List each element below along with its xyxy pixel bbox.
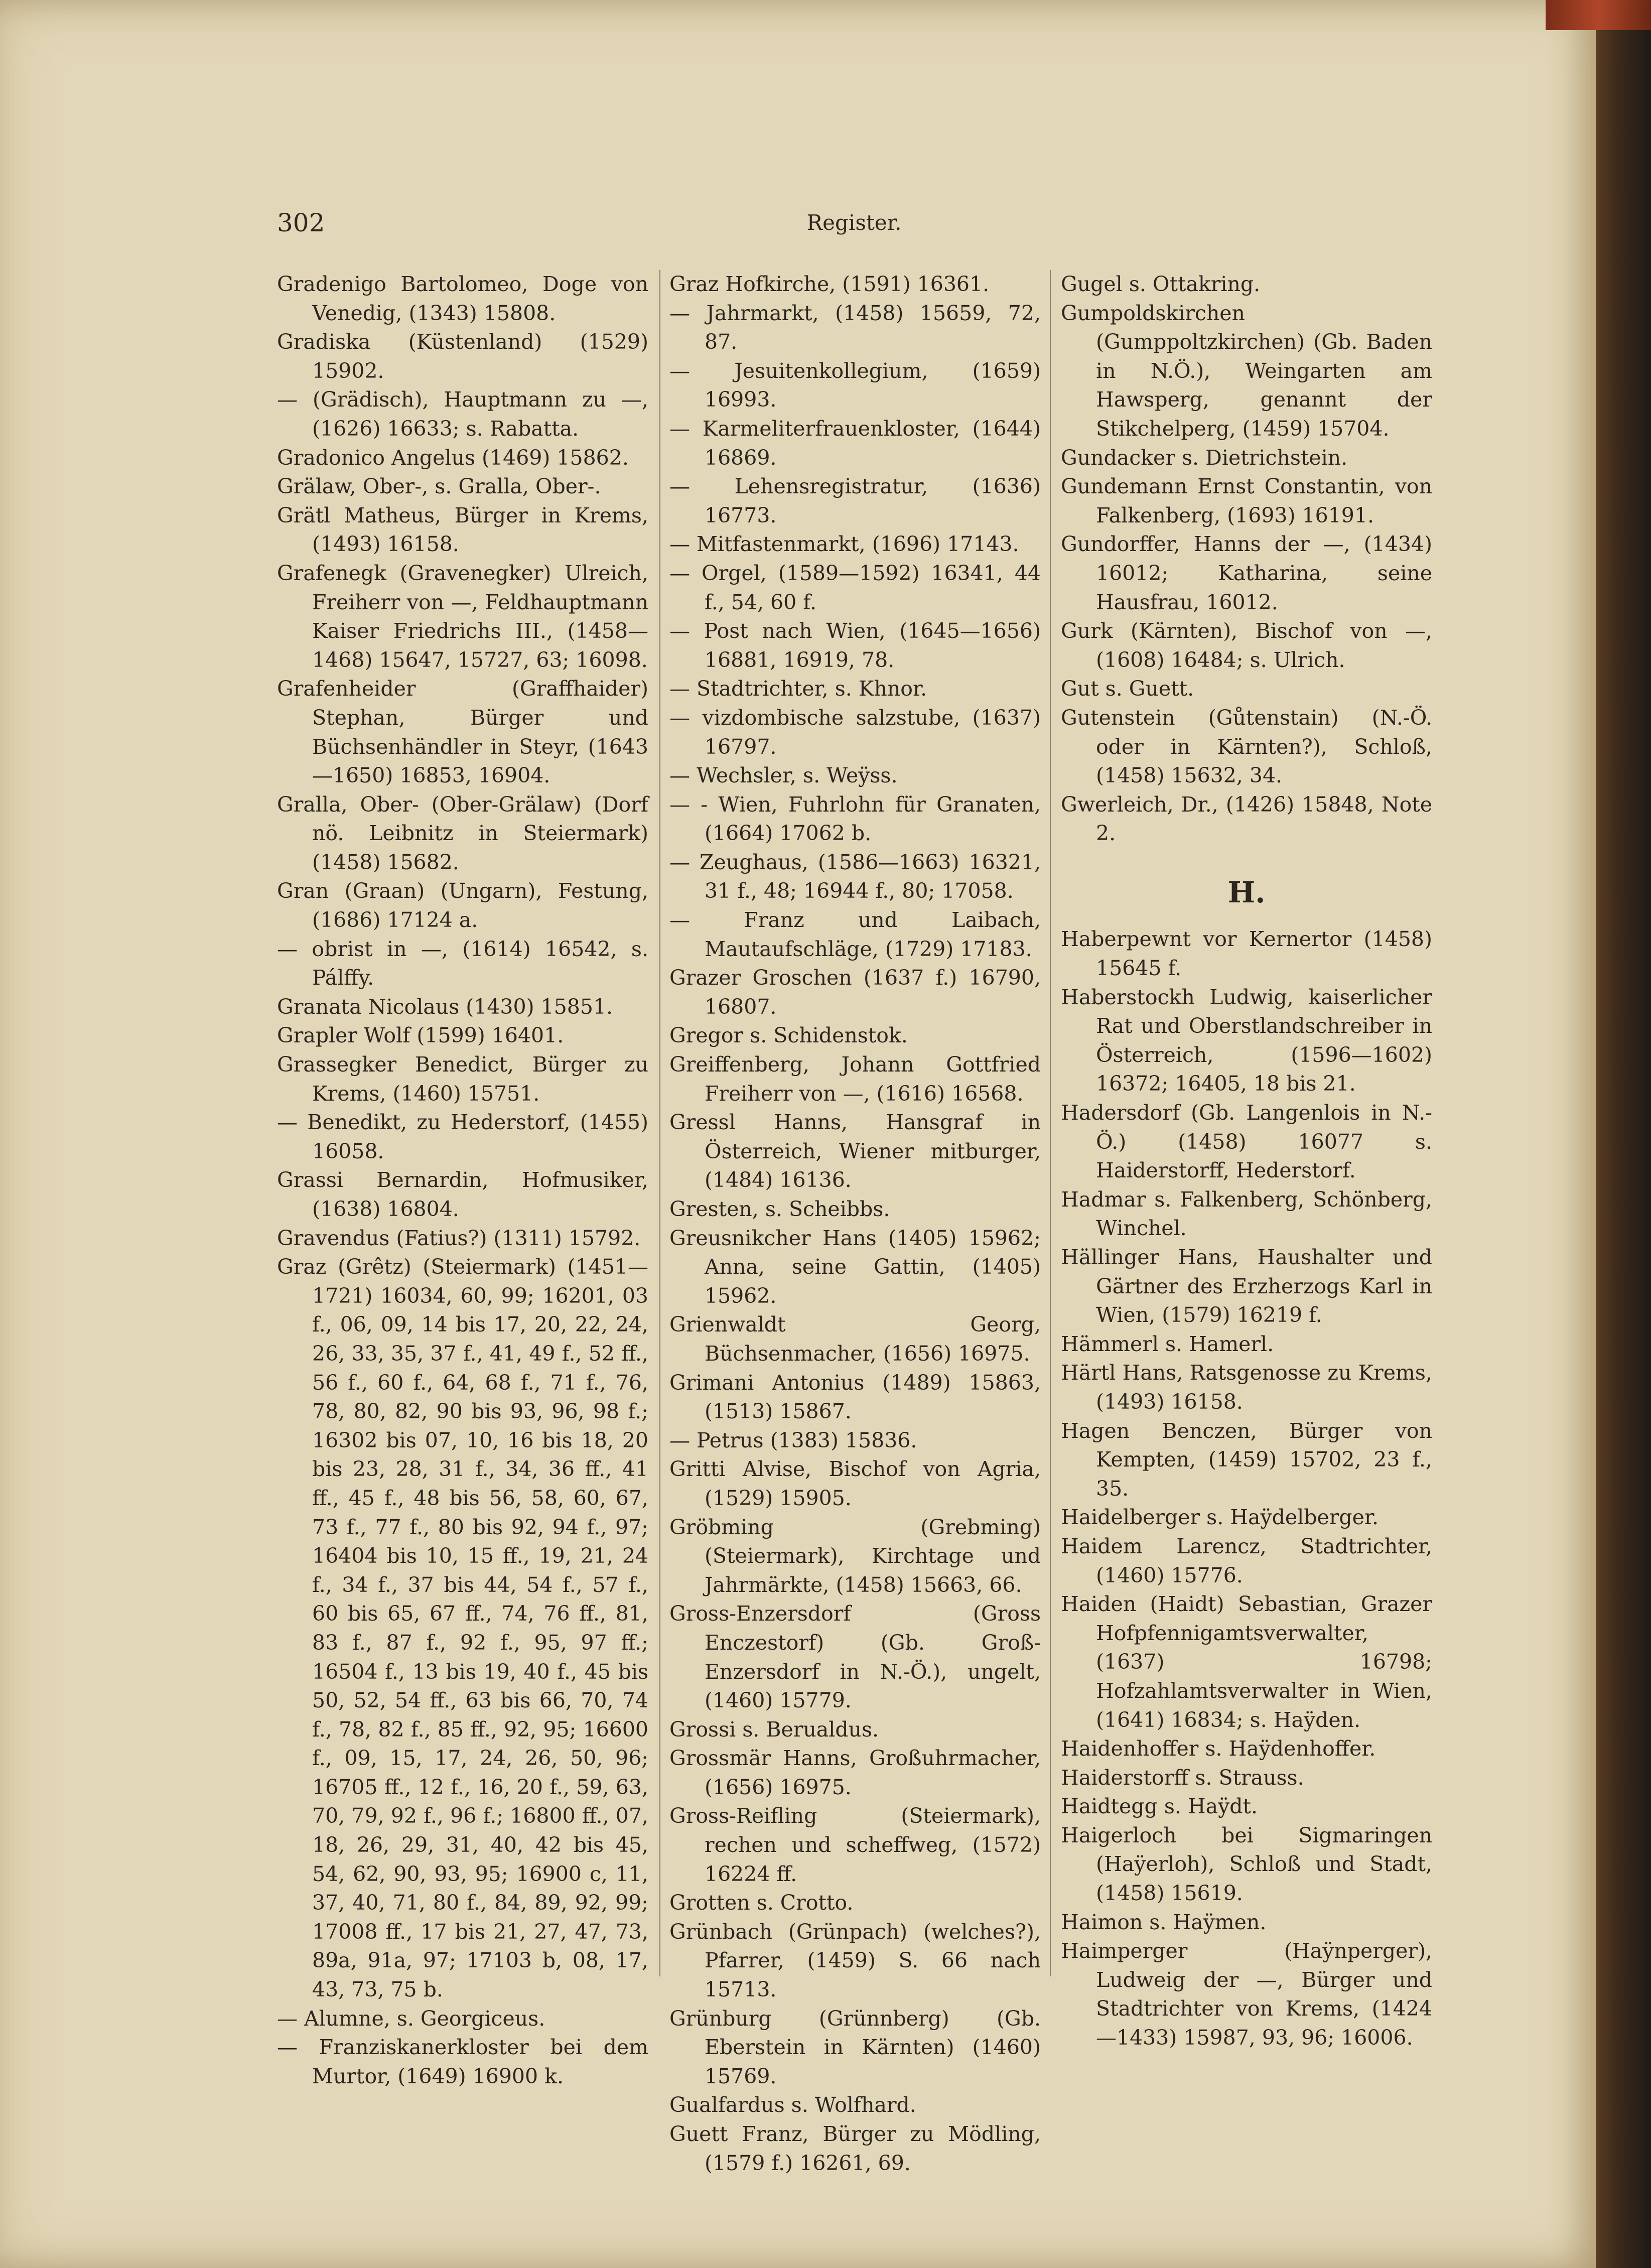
index-entry: Haberpewnt vor Kernertor (1458) 15645 f.	[1061, 927, 1432, 981]
index-entry: — Zeughaus, (1586—1663) 16321, 31 f., 48; 16944 f., 80; 17058.	[669, 850, 1041, 903]
index-entry: Hällinger Hans, Haushalter und Gärtner des Erzherzogs Karl in Wien, (1579) 16219 f.	[1061, 1245, 1432, 1327]
index-entry: — Lehensregistratur, (1636) 16773.	[669, 474, 1041, 527]
index-entry: Graz Hofkirche, (1591) 16361.	[669, 272, 990, 296]
index-entry: Gravendus (Fatius?) (1311) 15792.	[277, 1226, 641, 1250]
index-entry: Gundemann Ernst Constantin, von Falkenberg, (1693) 16191.	[1061, 474, 1432, 527]
index-entry: Grossi s. Berualdus.	[669, 1717, 879, 1742]
index-entry: Haigerloch bei Sigmaringen (Haÿerloh), Schloß und Stadt, (1458) 15619.	[1061, 1823, 1432, 1906]
index-entry: — Alumne, s. Georgiceus.	[277, 2006, 545, 2031]
index-entry: Gressl Hanns, Hansgraf in Österreich, Wiener mitburger, (1484) 16136.	[669, 1110, 1041, 1192]
index-entry: — - Wien, Fuhrlohn für Granaten, (1664) 17062 b.	[669, 792, 1041, 846]
index-entry: — Orgel, (1589—1592) 16341, 44 f., 54, 60 f.	[669, 561, 1041, 614]
book-edge	[1596, 0, 1651, 2268]
index-entry: Haidtegg s. Haÿdt.	[1061, 1794, 1258, 1819]
index-entry: Greiffenberg, Johann Gottfried Freiherr von —, (1616) 16568.	[669, 1052, 1041, 1106]
index-entry: Grimani Antonius (1489) 15863, (1513) 15867.	[669, 1370, 1041, 1424]
index-entry: Gresten, s. Scheibbs.	[669, 1197, 890, 1221]
index-entry: Gross-Enzersdorf (Gross Enczestorf) (Gb. Groß-Enzersdorf in N.-Ö.), ungelt, (1460) 15779.	[669, 1602, 1041, 1713]
index-entry: Greusnikcher Hans (1405) 15962; Anna, seine Gattin, (1405) 15962.	[669, 1226, 1041, 1308]
index-entry: Graz (Grêtz) (Steiermark) (1451—1721) 16034, 60, 99; 16201, 03 f., 06, 09, 14 bis 17, 20, 22, 24, 26, 33, 35, 37 f., 41, 49 f., 52 ff., 56 f., 60 f., 64, 68 f., 71 f., 76, 78, 80, 82, 90 bis 93, 96, 98 f.; 16302 bis 07, 10, 16 bis 18, 20 bis 23, 28, 31 f., 34, 36 ff., 41 ff., 45 f., 48 bis 56, 58, 60, 67, 73 f., 77 f., 80 bis 92, 94 f., 97; 16404 bis 10, 15 ff., 19, 21, 24 f., 34 f., 37 bis 44, 54 f., 57 f., 60 bis 65, 67 ff., 74, 76 ff., 81, 83 f., 87 f., 92 f., 95, 97 ff.; 16504 f., 13 bis 19, 40 f., 45 bis 50, 52, 54 ff., 63 bis 66, 70, 74 f., 78, 82 f., 85 ff., 92, 95; 16600 f., 09, 15, 17, 24, 26, 50, 96; 16705 ff., 12 f., 16, 20 f., 59, 63, 70, 79, 92 f., 96 f.; 16800 ff., 07, 18, 26, 29, 31, 40, 42 bis 45, 54, 62, 90, 93, 95; 16900 c, 11, 37, 40, 71, 80 f., 84, 89, 92, 99; 17008 ff., 17 bis 21, 27, 47, 73, 89a, 91a, 97; 17103 b, 08, 17, 43, 73, 75 b.	[277, 1255, 648, 2002]
index-entry: — Stadtrichter, s. Khnor.	[669, 677, 927, 701]
column-divider	[659, 270, 660, 1976]
index-entry: — (Grädisch), Hauptmann zu —, (1626) 16633; s. Rabatta.	[277, 387, 648, 441]
index-entry: Grapler Wolf (1599) 16401.	[277, 1023, 564, 1048]
index-entry: Gundorffer, Hanns der —, (1434) 16012; Katharina, seine Hausfrau, 16012.	[1061, 532, 1432, 614]
index-entry: Grotten s. Crotto.	[669, 1891, 854, 1915]
index-entry: — Post nach Wien, (1645—1656) 16881, 16919, 78.	[669, 619, 1041, 672]
index-entry: Gutenstein (Gůtenstain) (N.-Ö. oder in Kärnten?), Schloß, (1458) 15632, 34.	[1061, 705, 1432, 788]
index-entry: — Wechsler, s. Weÿss.	[669, 763, 898, 788]
index-entry: Haidenhoffer s. Haÿdenhoffer.	[1061, 1737, 1376, 1761]
index-entry: — Jesuitenkollegium, (1659) 16993.	[669, 358, 1041, 412]
index-entry: — vizdombische salzstube, (1637) 16797.	[669, 705, 1041, 759]
index-entry: Grienwaldt Georg, Büchsenmacher, (1656) 16975.	[669, 1312, 1041, 1366]
column-divider	[1050, 270, 1051, 1976]
index-entry: Grafenheider (Graffhaider) Stephan, Bürger und Büchsenhändler in Steyr, (1643—1650) 16853, 16904.	[277, 677, 648, 788]
index-entry: — Petrus (1383) 15836.	[669, 1428, 917, 1452]
index-entry: Guett Franz, Bürger zu Mödling, (1579 f.) 16261, 69.	[669, 2122, 1041, 2175]
section-letter-heading: H.	[1227, 875, 1266, 909]
index-entry: Gurk (Kärnten), Bischof von —, (1608) 16484; s. Ulrich.	[1061, 619, 1432, 672]
index-entry: Gran (Graan) (Ungarn), Festung, (1686) 17124 a.	[277, 879, 648, 932]
index-entry: Hadersdorf (Gb. Langenlois in N.-Ö.) (1458) 16077 s. Haiderstorff, Hederstorf.	[1061, 1101, 1432, 1183]
index-entry: Hagen Benczen, Bürger von Kempten, (1459) 15702, 23 f., 35.	[1061, 1418, 1432, 1501]
index-entry: Grätl Matheus, Bürger in Krems, (1493) 16158.	[277, 503, 648, 557]
index-entry: Gralla, Ober- (Ober-Grälaw) (Dorf nö. Leibnitz in Steiermark) (1458) 15682.	[277, 792, 648, 874]
index-entry: Gröbming (Grebming) (Steiermark), Kirchtage und Jahrmärkte, (1458) 15663, 66.	[669, 1515, 1041, 1597]
index-entry: Hämmerl s. Hamerl.	[1061, 1331, 1274, 1356]
index-entry: — Karmeliterfrauenkloster, (1644) 16869.	[669, 416, 1041, 470]
index-entry: Granata Nicolaus (1430) 15851.	[277, 994, 613, 1019]
index-entry: — Benedikt, zu Hederstorf, (1455) 16058.	[277, 1110, 648, 1163]
index-entry: Haidem Larencz, Stadtrichter, (1460) 15776.	[1061, 1534, 1432, 1587]
index-entry: Haidelberger s. Haÿdelberger.	[1061, 1505, 1379, 1530]
index-entry: Gregor s. Schidenstok.	[669, 1023, 908, 1048]
index-column-right	[1061, 270, 1432, 2053]
index-entry: Grazer Groschen (1637 f.) 16790, 16807.	[669, 966, 1041, 1019]
index-entry: Gross-Reifling (Steiermark), rechen und scheffweg, (1572) 16224 ff.	[669, 1804, 1041, 1886]
index-entry: Haberstockh Ludwig, kaiserlicher Rat und Oberstlandschreiber in Österreich, (1596—1602) 16372; 16405, 18 bis 21.	[1061, 985, 1432, 1096]
index-entry: Gualfardus s. Wolfhard.	[669, 2093, 916, 2117]
index-entry: Haimperger (Haÿnperger), Ludweig der —, Bürger und Stadtrichter von Krems, (1424—1433) 15987, 93, 96; 16006.	[1061, 1939, 1432, 2050]
index-entry: Gwerleich, Dr., (1426) 15848, Note 2.	[1061, 792, 1432, 846]
index-entry: Haimon s. Haÿmen.	[1061, 1910, 1267, 1934]
running-head: Register.	[806, 210, 902, 235]
index-entry: Härtl Hans, Ratsgenosse zu Krems, (1493) 16158.	[1061, 1361, 1432, 1414]
page-number: 302	[277, 208, 325, 237]
index-entry: Gugel s. Ottakring.	[1061, 272, 1261, 296]
index-entry: Gritti Alvise, Bischof von Agria, (1529) 15905.	[669, 1457, 1041, 1510]
index-entry: — Mitfastenmarkt, (1696) 17143.	[669, 532, 1019, 557]
index-entry: Gut s. Guett.	[1061, 677, 1194, 701]
index-entry: — Franziskanerkloster bei dem Murtor, (1649) 16900 k.	[277, 2035, 648, 2088]
index-entry: Grünburg (Grünnberg) (Gb. Eberstein in Kärnten) (1460) 15769.	[669, 2006, 1041, 2088]
index-entry: Gradonico Angelus (1469) 15862.	[277, 445, 629, 470]
index-entry: Grünbach (Grünpach) (welches?), Pfarrer, (1459) S. 66 nach 15713.	[669, 1919, 1041, 2002]
index-entry: — obrist in —, (1614) 16542, s. Pálffy.	[277, 937, 648, 990]
index-entry: Grassegker Benedict, Bürger zu Krems, (1460) 15751.	[277, 1052, 648, 1106]
index-column-middle	[669, 270, 1041, 2178]
binding-corner	[1546, 0, 1651, 30]
index-entry: Haiden (Haidt) Sebastian, Grazer Hofpfennigamtsverwalter, (1637) 16798; Hofzahlamtsverwalter in Wien, (1641) 16834; s. Haÿden.	[1061, 1592, 1432, 1732]
index-entry: Gundacker s. Dietrichstein.	[1061, 445, 1348, 470]
index-entry: Gradiska (Küstenland) (1529) 15902.	[277, 330, 648, 383]
index-entry: Gradenigo Bartolomeo, Doge von Venedig, (1343) 15808.	[277, 272, 648, 325]
index-entry: Grälaw, Ober-, s. Gralla, Ober-.	[277, 474, 601, 499]
index-entry: Haiderstorff s. Strauss.	[1061, 1765, 1304, 1790]
index-entry: Hadmar s. Falkenberg, Schönberg, Winchel.	[1061, 1187, 1432, 1241]
index-entry: — Franz und Laibach, Mautaufschläge, (1729) 17183.	[669, 908, 1041, 961]
index-entry: — Jahrmarkt, (1458) 15659, 72, 87.	[669, 301, 1041, 354]
page-header	[277, 208, 1431, 243]
index-entry: Grafenegk (Gravenegker) Ulreich, Freiherr von —, Feldhauptmann Kaiser Friedrichs III., (1458—1468) 15647, 15727, 63; 16098.	[277, 561, 648, 672]
index-column-left	[277, 270, 648, 2091]
index-entry: Gumpoldskirchen (Gumppoltzkirchen) (Gb. Baden in N.Ö.), Weingarten am Hawsperg, genannt der Stikchelperg, (1459) 15704.	[1061, 301, 1432, 441]
index-entry: Grassi Bernardin, Hofmusiker, (1638) 16804.	[277, 1168, 648, 1221]
index-entry: Grossmär Hanns, Großuhrmacher, (1656) 16975.	[669, 1746, 1041, 1799]
